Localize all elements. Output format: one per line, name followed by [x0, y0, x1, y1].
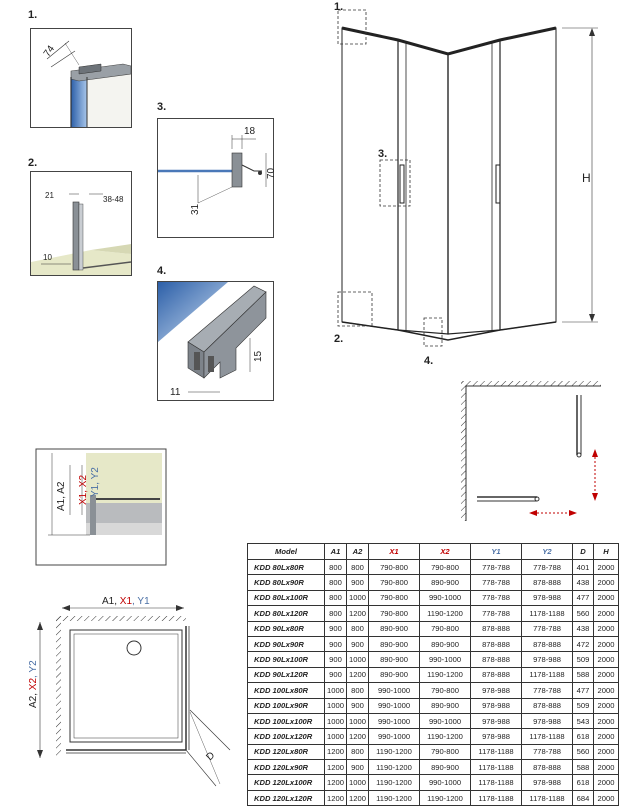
value-cell: 890-900 [420, 698, 471, 713]
value-cell: 800 [325, 560, 347, 575]
table-row [248, 760, 619, 775]
value-cell: 1178-1188 [522, 606, 573, 621]
value-cell: 978-988 [471, 683, 522, 698]
value-cell: 2000 [594, 560, 619, 575]
header-a2: A2 [347, 544, 369, 560]
value-cell: 1190-1200 [420, 667, 471, 682]
header-x2: X2 [420, 544, 471, 560]
value-cell: 900 [325, 652, 347, 667]
plan-diag-label: D [204, 750, 218, 763]
detail-3-dim-18: 18 [244, 126, 256, 137]
table-row [248, 713, 619, 728]
value-cell: 401 [573, 560, 594, 575]
value-cell: 778-788 [522, 744, 573, 759]
value-cell: 1178-1188 [471, 790, 522, 805]
value-cell: 790-800 [369, 590, 420, 605]
model-cell: KDD 80Lx80R [248, 560, 325, 575]
detail-3-label: 3. [157, 101, 167, 113]
detail-2-drawing [31, 172, 131, 275]
value-cell: 2000 [594, 606, 619, 621]
value-cell: 990-1000 [420, 713, 471, 728]
value-cell: 509 [573, 698, 594, 713]
value-cell: 1000 [325, 729, 347, 744]
value-cell: 778-788 [471, 575, 522, 590]
value-cell: 790-800 [369, 560, 420, 575]
plan-left-a: A2, [28, 690, 39, 708]
value-cell: 1000 [325, 698, 347, 713]
value-cell: 978-988 [522, 590, 573, 605]
value-cell: 1000 [347, 590, 369, 605]
value-cell: 477 [573, 590, 594, 605]
plan-top-y: , Y1 [132, 596, 150, 607]
value-cell: 2000 [594, 729, 619, 744]
value-cell: 509 [573, 652, 594, 667]
value-cell: 1200 [325, 790, 347, 805]
table-row [248, 667, 619, 682]
main-enclosure-view [320, 0, 620, 370]
model-cell: KDD 80Lx90R [248, 575, 325, 590]
value-cell: 978-988 [471, 713, 522, 728]
value-cell: 878-888 [522, 760, 573, 775]
value-cell: 1190-1200 [420, 790, 471, 805]
value-cell: 990-1000 [420, 775, 471, 790]
value-cell: 2000 [594, 790, 619, 805]
model-cell: KDD 100Lx120R [248, 729, 325, 744]
value-cell: 1000 [325, 713, 347, 728]
table-row [248, 575, 619, 590]
value-cell: 978-988 [471, 698, 522, 713]
value-cell: 790-800 [369, 575, 420, 590]
side-section-drawing [30, 445, 170, 570]
value-cell: 1000 [347, 713, 369, 728]
table-row [248, 698, 619, 713]
plan-top-label [102, 596, 150, 607]
table-row [248, 775, 619, 790]
value-cell: 790-800 [369, 606, 420, 621]
value-cell: 2000 [594, 683, 619, 698]
value-cell: 560 [573, 744, 594, 759]
value-cell: 878-888 [471, 652, 522, 667]
value-cell: 2000 [594, 652, 619, 667]
value-cell: 800 [325, 590, 347, 605]
value-cell: 990-1000 [420, 590, 471, 605]
callout-1: 1. [334, 1, 344, 13]
plan-view [30, 590, 245, 795]
header-y2: Y2 [522, 544, 573, 560]
table-row [248, 636, 619, 651]
model-cell: KDD 80Lx120R [248, 606, 325, 621]
callout-2: 2. [334, 333, 344, 345]
value-cell: 560 [573, 606, 594, 621]
model-cell: KDD 90Lx80R [248, 621, 325, 636]
side-section-view [30, 445, 170, 570]
value-cell: 1200 [347, 606, 369, 621]
detail-3-panel [157, 118, 277, 238]
table-row [248, 683, 619, 698]
value-cell: 2000 [594, 636, 619, 651]
detail-2-dim-38-48: 38-48 [103, 195, 124, 204]
header-a1: A1 [325, 544, 347, 560]
model-cell: KDD 120Lx90R [248, 760, 325, 775]
model-cell: KDD 90Lx90R [248, 636, 325, 651]
value-cell: 890-900 [369, 652, 420, 667]
value-cell: 1200 [325, 760, 347, 775]
value-cell: 1190-1200 [369, 760, 420, 775]
value-cell: 1190-1200 [369, 744, 420, 759]
value-cell: 778-788 [471, 560, 522, 575]
value-cell: 778-788 [522, 560, 573, 575]
detail-3-dim-70: 70 [266, 167, 277, 179]
value-cell: 890-900 [420, 636, 471, 651]
detail-4-dim-11: 11 [170, 387, 181, 398]
value-cell: 2000 [594, 760, 619, 775]
value-cell: 1178-1188 [471, 775, 522, 790]
value-cell: 878-888 [522, 575, 573, 590]
model-cell: KDD 120Lx80R [248, 744, 325, 759]
value-cell: 2000 [594, 667, 619, 682]
side-label-a: A1, A2 [56, 481, 67, 511]
value-cell: 684 [573, 790, 594, 805]
detail-2-label: 2. [28, 157, 38, 169]
header-x1: X1 [369, 544, 420, 560]
header-y1: Y1 [471, 544, 522, 560]
value-cell: 1178-1188 [471, 760, 522, 775]
value-cell: 543 [573, 713, 594, 728]
header-d: D [573, 544, 594, 560]
value-cell: 890-900 [420, 575, 471, 590]
value-cell: 800 [325, 606, 347, 621]
side-label-x: X1, X2 [78, 474, 89, 505]
value-cell: 790-800 [420, 744, 471, 759]
table-header-row [248, 544, 619, 560]
detail-1-drawing [31, 29, 131, 127]
value-cell: 1200 [347, 667, 369, 682]
detail-1-panel [30, 28, 132, 128]
detail-3-drawing [158, 119, 277, 237]
value-cell: 890-900 [369, 636, 420, 651]
value-cell: 2000 [594, 775, 619, 790]
side-label-y: Y1, Y2 [90, 467, 101, 497]
value-cell: 878-888 [522, 636, 573, 651]
table-row [248, 590, 619, 605]
value-cell: 900 [325, 667, 347, 682]
value-cell: 1178-1188 [522, 790, 573, 805]
value-cell: 900 [325, 636, 347, 651]
value-cell: 1200 [347, 790, 369, 805]
value-cell: 1178-1188 [522, 729, 573, 744]
model-cell: KDD 90Lx100R [248, 652, 325, 667]
value-cell: 618 [573, 729, 594, 744]
door-plan-view [455, 375, 605, 525]
value-cell: 438 [573, 621, 594, 636]
value-cell: 2000 [594, 713, 619, 728]
value-cell: 990-1000 [369, 729, 420, 744]
value-cell: 472 [573, 636, 594, 651]
value-cell: 588 [573, 760, 594, 775]
table-row [248, 729, 619, 744]
table-row [248, 744, 619, 759]
value-cell: 990-1000 [369, 698, 420, 713]
value-cell: 778-788 [522, 621, 573, 636]
value-cell: 1190-1200 [420, 729, 471, 744]
value-cell: 790-800 [420, 621, 471, 636]
detail-2-dim-10: 10 [43, 253, 52, 262]
value-cell: 618 [573, 775, 594, 790]
detail-2-dim-21: 21 [45, 191, 54, 200]
value-cell: 790-800 [420, 560, 471, 575]
value-cell: 990-1000 [369, 683, 420, 698]
value-cell: 1190-1200 [369, 790, 420, 805]
value-cell: 778-788 [471, 606, 522, 621]
value-cell: 778-788 [471, 590, 522, 605]
value-cell: 2000 [594, 744, 619, 759]
value-cell: 1200 [347, 729, 369, 744]
table-row [248, 652, 619, 667]
spec-table-body [248, 560, 619, 806]
detail-4-panel [157, 281, 274, 401]
value-cell: 800 [347, 560, 369, 575]
value-cell: 978-988 [522, 652, 573, 667]
detail-2-panel [30, 171, 132, 276]
value-cell: 978-988 [522, 775, 573, 790]
plan-top-x: X1 [119, 596, 133, 607]
value-cell: 900 [347, 698, 369, 713]
callout-4: 4. [424, 355, 434, 367]
value-cell: 978-988 [471, 729, 522, 744]
height-label: H [582, 171, 591, 185]
value-cell: 800 [347, 621, 369, 636]
model-cell: KDD 100Lx80R [248, 683, 325, 698]
detail-4-label: 4. [157, 265, 167, 277]
value-cell: 890-900 [420, 760, 471, 775]
value-cell: 900 [347, 760, 369, 775]
table-row [248, 606, 619, 621]
value-cell: 1178-1188 [471, 744, 522, 759]
value-cell: 800 [347, 683, 369, 698]
value-cell: 778-788 [522, 683, 573, 698]
plan-view-drawing [30, 590, 245, 795]
value-cell: 1000 [325, 683, 347, 698]
value-cell: 1200 [325, 775, 347, 790]
value-cell: 2000 [594, 590, 619, 605]
value-cell: 2000 [594, 698, 619, 713]
value-cell: 878-888 [522, 698, 573, 713]
value-cell: 477 [573, 683, 594, 698]
detail-4-drawing [158, 282, 273, 400]
value-cell: 790-800 [420, 683, 471, 698]
value-cell: 890-900 [369, 621, 420, 636]
value-cell: 900 [347, 575, 369, 590]
value-cell: 900 [347, 636, 369, 651]
value-cell: 878-888 [471, 621, 522, 636]
detail-1-dim-74: 74 [41, 43, 58, 60]
value-cell: 890-900 [369, 667, 420, 682]
value-cell: 990-1000 [369, 713, 420, 728]
plan-top-a: A1, [102, 596, 120, 607]
header-h: H [594, 544, 619, 560]
value-cell: 1190-1200 [369, 775, 420, 790]
value-cell: 588 [573, 667, 594, 682]
value-cell: 1200 [325, 744, 347, 759]
value-cell: 2000 [594, 621, 619, 636]
plan-left-y: , Y2 [28, 660, 39, 678]
value-cell: 800 [325, 575, 347, 590]
table-row [248, 790, 619, 805]
detail-3-dim-31: 31 [190, 203, 201, 215]
model-cell: KDD 120Lx120R [248, 790, 325, 805]
value-cell: 978-988 [522, 713, 573, 728]
table-row [248, 560, 619, 575]
value-cell: 900 [325, 621, 347, 636]
value-cell: 878-888 [471, 667, 522, 682]
value-cell: 438 [573, 575, 594, 590]
value-cell: 2000 [594, 575, 619, 590]
door-plan-drawing [455, 375, 605, 525]
model-cell: KDD 100Lx90R [248, 698, 325, 713]
model-cell: KDD 80Lx100R [248, 590, 325, 605]
value-cell: 1000 [347, 775, 369, 790]
value-cell: 1000 [347, 652, 369, 667]
spec-table [247, 543, 619, 806]
detail-1-label: 1. [28, 9, 38, 21]
value-cell: 800 [347, 744, 369, 759]
callout-3: 3. [378, 148, 388, 160]
value-cell: 990-1000 [420, 652, 471, 667]
model-cell: KDD 90Lx120R [248, 667, 325, 682]
plan-left-x: X2 [28, 677, 39, 691]
table-row [248, 621, 619, 636]
value-cell: 878-888 [471, 636, 522, 651]
value-cell: 1190-1200 [420, 606, 471, 621]
detail-4-dim-15: 15 [253, 350, 264, 362]
model-cell: KDD 120Lx100R [248, 775, 325, 790]
main-enclosure-drawing [320, 0, 620, 370]
model-cell: KDD 100Lx100R [248, 713, 325, 728]
header-model: Model [248, 544, 325, 560]
plan-left-label [28, 660, 39, 708]
value-cell: 1178-1188 [522, 667, 573, 682]
